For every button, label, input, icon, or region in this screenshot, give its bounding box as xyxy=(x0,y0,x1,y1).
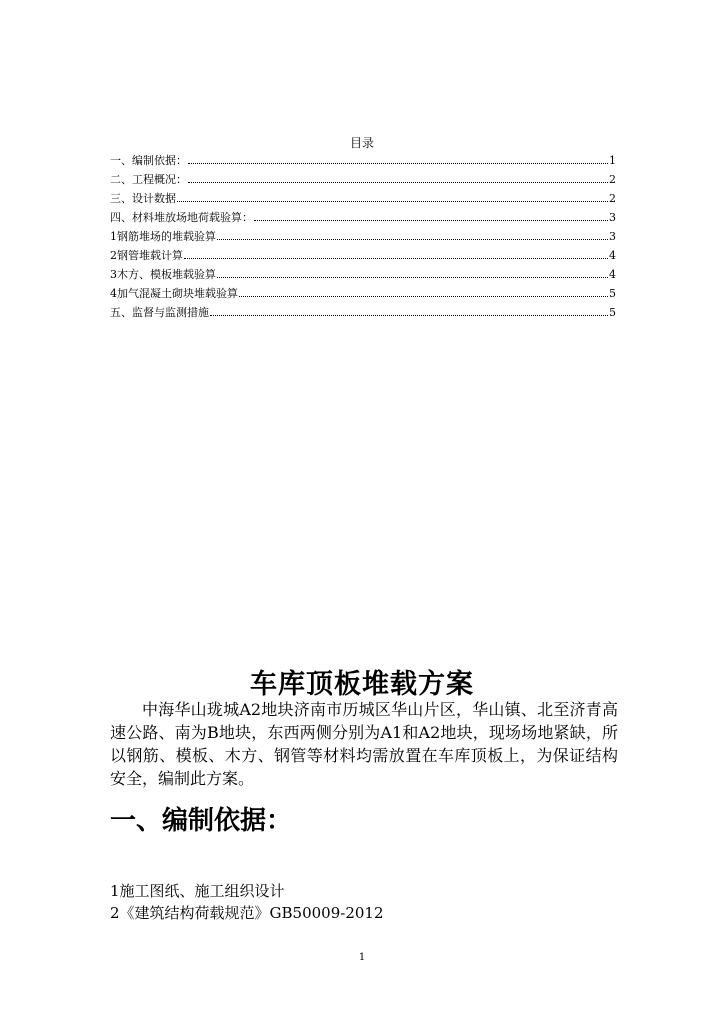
page-number: 1 xyxy=(358,952,366,963)
toc-entry-label: 三、设计数据 xyxy=(110,192,176,205)
toc-entry[interactable] xyxy=(110,247,616,266)
toc-leader-dots xyxy=(254,220,608,221)
toc-entry-page: 3 xyxy=(609,211,616,224)
toc-entry-page: 3 xyxy=(609,230,616,243)
toc-leader-dots xyxy=(188,182,608,183)
toc-entry[interactable] xyxy=(110,304,616,323)
toc-leader-dots xyxy=(188,163,608,164)
toc-title: 目录 xyxy=(349,136,374,150)
toc-leader-dots xyxy=(239,296,608,297)
toc-leader-dots xyxy=(177,201,608,202)
toc-entry[interactable] xyxy=(110,171,616,190)
table-of-contents xyxy=(110,152,616,323)
section-heading: 一、编制依据： xyxy=(110,806,293,836)
toc-entry[interactable] xyxy=(110,228,616,247)
toc-entry[interactable] xyxy=(110,190,616,209)
intro-paragraph: 中海华山珑城A2地块济南市历城区华山片区，华山镇、北至济青高速公路、南为B地块，东西两侧分别为A1和A2地块，现场场地紧缺，所以钢筋、模板、木方、钢管等材料均需放置在车库顶板上，为保证结构安全，编制此方案。 xyxy=(110,700,618,788)
document-title: 车库顶板堆载方案 xyxy=(250,669,474,700)
toc-entry-page: 2 xyxy=(609,192,616,205)
reference-list xyxy=(110,880,384,924)
toc-entry[interactable] xyxy=(110,209,616,228)
toc-entry[interactable] xyxy=(110,285,616,304)
toc-entry-label: 3木方、模板堆载验算 xyxy=(110,268,216,281)
toc-leader-dots xyxy=(217,239,608,240)
toc-entry-label: 一、编制依据： xyxy=(110,154,187,167)
toc-entry-page: 1 xyxy=(609,154,616,167)
reference-item: 1施工图纸、施工组织设计 xyxy=(110,882,285,900)
toc-entry-page: 5 xyxy=(609,306,616,319)
toc-leader-dots xyxy=(217,277,608,278)
toc-entry-label: 五、监督与监测措施 xyxy=(110,306,209,319)
toc-entry-label: 4加气混凝土砌块堆载验算 xyxy=(110,287,238,300)
toc-entry-page: 4 xyxy=(609,249,616,262)
reference-item: 2《建筑结构荷载规范》GB50009-2012 xyxy=(110,904,384,922)
toc-entry[interactable] xyxy=(110,266,616,285)
toc-entry-page: 2 xyxy=(609,173,616,186)
toc-entry-label: 1钢筋堆场的堆载验算 xyxy=(110,230,216,243)
toc-entry-page: 5 xyxy=(609,287,616,300)
toc-entry-label: 四、材料堆放场地荷载验算： xyxy=(110,211,253,224)
toc-entry-page: 4 xyxy=(609,268,616,281)
toc-entry[interactable] xyxy=(110,152,616,171)
toc-entry-label: 二、工程概况： xyxy=(110,173,187,186)
toc-leader-dots xyxy=(184,258,608,259)
intro-section xyxy=(110,698,618,790)
toc-leader-dots xyxy=(210,315,608,316)
toc-entry-label: 2钢管堆载计算 xyxy=(110,249,183,262)
